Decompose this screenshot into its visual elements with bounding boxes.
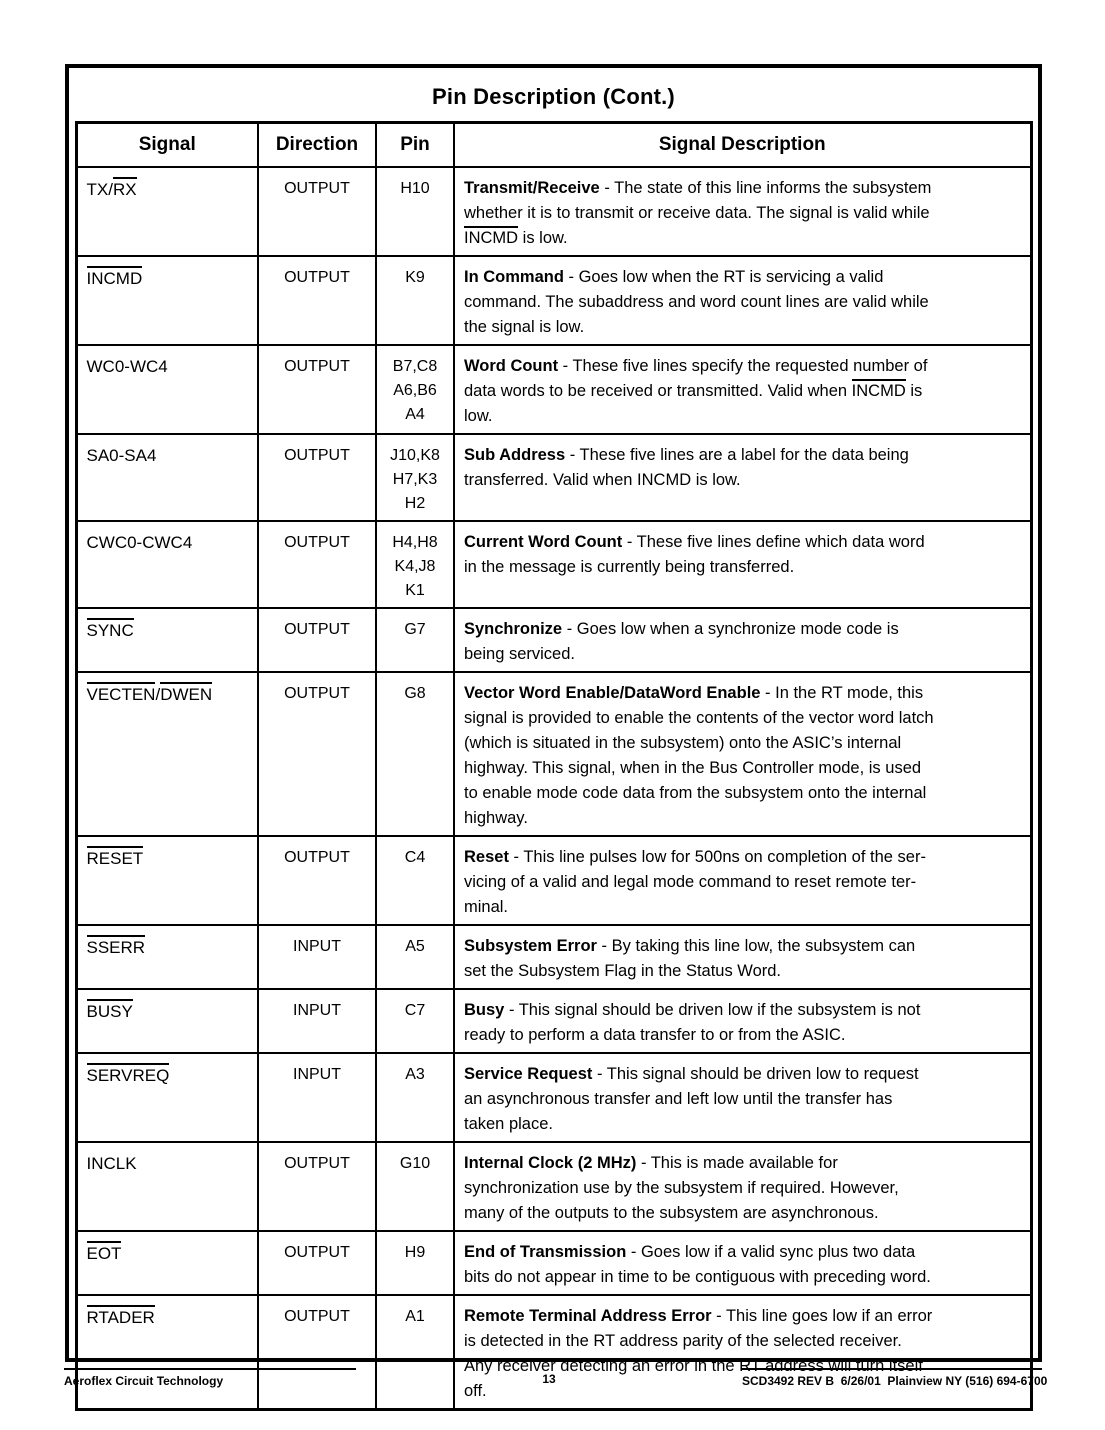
column-header-direction: Direction [258,123,376,168]
bold-lead-in: Internal Clock (2 MHz) [464,1154,637,1172]
direction-cell: OUTPUT [258,521,376,608]
table-row [76,836,1031,925]
bold-lead-in: Word Count [464,357,559,375]
text-segment: TX/ [86,180,113,199]
pin-cell [376,167,454,256]
direction-cell: OUTPUT [258,836,376,925]
footer-page-number: 13 [542,1372,556,1386]
signal-cell [76,345,258,434]
text-segment: - In the RT mode, this signal is provided to enable the contents of the vector word latch (which is situated in the subsystem) onto the ASIC’s internal highway. This signal, when in the Bus Controller mode, is used to enable mode code data from the subsystem onto the internal highway. [464,684,934,827]
bold-lead-in: Reset [464,848,509,866]
text-segment: - This signal should be driven low to request an asynchronous transfer and left low until the transfer has taken place. [464,1065,919,1133]
pin-line: H4,H8 [392,534,438,551]
signal-cell [76,167,258,256]
text-segment: is low. [464,382,923,425]
table-row [76,345,1031,434]
overlined-text: EOT [87,1241,122,1264]
bold-lead-in: Remote Terminal Address Error [464,1307,712,1325]
description-cell [454,167,1031,256]
pin-line: K9 [405,269,425,286]
table-row [76,1295,1031,1410]
signal-cell [76,434,258,521]
table-row [76,256,1031,345]
bold-lead-in: Current Word Count [464,533,623,551]
bold-lead-in: Subsystem Error [464,937,597,955]
overlined-text: INCMD [87,266,143,289]
bold-lead-in: End of Transmission [464,1243,627,1261]
table-row [76,521,1031,608]
page-footer [64,1368,1048,1388]
bold-lead-in: Transmit/Receive [464,179,600,197]
overlined-text: RX [113,177,137,200]
description-cell [454,1295,1031,1410]
pin-cell [376,1295,454,1410]
signal-cell [76,925,258,989]
table-row [76,1142,1031,1231]
pin-cell [376,1053,454,1142]
pin-cell [376,1231,454,1295]
text-segment: - Goes low when the RT is servicing a valid command. The subaddress and word count lines are valid while the signal is low. [464,268,929,336]
pin-description-table [75,121,1033,1411]
text-segment: - This is made available for synchronization use by the subsystem if required. However, many of the outputs to the subsystem are asynchronous. [464,1154,899,1222]
signal-cell [76,1295,258,1410]
pin-line: A3 [405,1066,425,1083]
overlined-text: RESET [87,846,144,869]
overlined-text: INCMD [464,226,518,248]
description-cell [454,1231,1031,1295]
text-segment: WC0-WC4 [86,357,168,376]
overlined-text: RTADER [87,1305,155,1328]
bold-lead-in: Vector Word Enable/DataWord Enable [464,684,761,702]
overlined-text: SYNC [87,618,134,641]
direction-cell: INPUT [258,925,376,989]
pin-line: A4 [405,406,425,423]
description-cell [454,989,1031,1053]
description-cell [454,1142,1031,1231]
table-row [76,434,1031,521]
bold-lead-in: Service Request [464,1065,593,1083]
description-cell [454,672,1031,836]
direction-cell: OUTPUT [258,256,376,345]
pin-cell [376,345,454,434]
signal-cell [76,1142,258,1231]
pin-line: K4,J8 [394,558,436,575]
pin-line: H9 [404,1244,426,1261]
overlined-text: VECTEN [87,682,156,705]
pin-cell [376,521,454,608]
direction-cell: OUTPUT [258,608,376,672]
bold-lead-in: In Command [464,268,564,286]
text-segment: - Goes low when a synchronize mode code is being serviced. [464,620,899,663]
text-segment: SA0-SA4 [86,446,157,465]
description-cell [454,256,1031,345]
pin-cell [376,989,454,1053]
table-row [76,608,1031,672]
text-segment: / [155,685,161,704]
text-segment: - These five lines define which data word in the message is currently being transferred. [464,533,925,576]
header-row [76,123,1031,168]
text-segment: INCLK [86,1154,137,1173]
pin-line: G7 [404,621,426,638]
signal-cell [76,608,258,672]
direction-cell: OUTPUT [258,1142,376,1231]
text-segment: - Goes low if a valid sync plus two data bits do not appear in time to be contiguous with preceding word. [464,1243,931,1286]
direction-cell: OUTPUT [258,345,376,434]
pin-line: B7,C8 [392,358,438,375]
overlined-text: INCMD [852,379,906,401]
description-cell [454,1053,1031,1142]
signal-cell [76,1231,258,1295]
column-header-signal-description: Signal Description [454,123,1031,168]
table-row [76,989,1031,1053]
table-row [76,925,1031,989]
description-cell [454,608,1031,672]
description-cell [454,434,1031,521]
description-cell [454,925,1031,989]
pin-line: A6,B6 [393,382,437,399]
pin-cell [376,434,454,521]
footer-company: Aeroflex Circuit Technology [64,1368,356,1388]
pin-line: H10 [400,180,430,197]
table-body [76,167,1031,1410]
direction-cell: OUTPUT [258,1295,376,1410]
signal-cell [76,521,258,608]
signal-cell [76,836,258,925]
table-row [76,672,1031,836]
pin-line: K1 [405,582,425,599]
pin-line: A1 [405,1308,425,1325]
text-segment: - This line pulses low for 500ns on completion of the ser- vicing of a valid and legal mode command to reset remote ter- minal. [464,848,926,916]
bold-lead-in: Synchronize [464,620,563,638]
signal-cell [76,672,258,836]
overlined-text: SSERR [87,935,146,958]
description-cell [454,345,1031,434]
signal-cell [76,989,258,1053]
text-segment: - This signal should be driven low if the subsystem is not ready to perform a data transfer to or from the ASIC. [464,1001,921,1044]
text-segment: is low. [518,229,568,247]
direction-cell: OUTPUT [258,167,376,256]
pin-cell [376,672,454,836]
text-segment: - The state of this line informs the subsystem whether it is to transmit or receive data. The signal is valid while [464,179,932,222]
text-segment: CWC0-CWC4 [86,533,193,552]
overlined-text: BUSY [87,999,133,1022]
column-header-pin: Pin [376,123,454,168]
pin-line: G10 [399,1155,431,1172]
pin-line: H7,K3 [392,471,438,488]
overlined-text: SERVREQ [87,1063,170,1086]
overlined-text: DWEN [160,682,212,705]
text-segment: - These five lines specify the requested number of data words to be received or transmitted. Valid when [464,357,928,400]
direction-cell: OUTPUT [258,1231,376,1295]
direction-cell: INPUT [258,1053,376,1142]
bold-lead-in: Sub Address [464,446,566,464]
signal-cell [76,1053,258,1142]
table-row [76,1231,1031,1295]
pin-cell [376,1142,454,1231]
direction-cell: OUTPUT [258,672,376,836]
column-header-signal: Signal [76,123,258,168]
direction-cell: INPUT [258,989,376,1053]
pin-line: G8 [404,685,426,702]
direction-cell: OUTPUT [258,434,376,521]
table-row [76,167,1031,256]
signal-cell [76,256,258,345]
text-segment: - This line goes low if an error is detected in the RT address parity of the selected receiver. Any receiver detecting an error in the RT address will turn itself off. [464,1307,933,1400]
text-segment: - These five lines are a label for the data being transferred. Valid when INCMD is low. [464,446,909,489]
description-cell [454,521,1031,608]
pin-line: H2 [404,495,426,512]
table-row [76,1053,1031,1142]
pin-line: C7 [404,1002,426,1019]
pin-line: A5 [405,938,425,955]
description-cell [454,836,1031,925]
pin-cell [376,836,454,925]
page-title: Pin Description (Cont.) [432,84,675,109]
text-segment: - By taking this line low, the subsystem can set the Subsystem Flag in the Status Word. [464,937,916,980]
pin-cell [376,925,454,989]
pin-line: J10,K8 [390,447,440,464]
pin-cell [376,608,454,672]
pin-line: C4 [404,849,426,866]
footer-doc-info: SCD3492 REV B 6/26/01 Plainview NY (516) 694-6700 [742,1368,1042,1388]
bold-lead-in: Busy [464,1001,505,1019]
pin-cell [376,256,454,345]
